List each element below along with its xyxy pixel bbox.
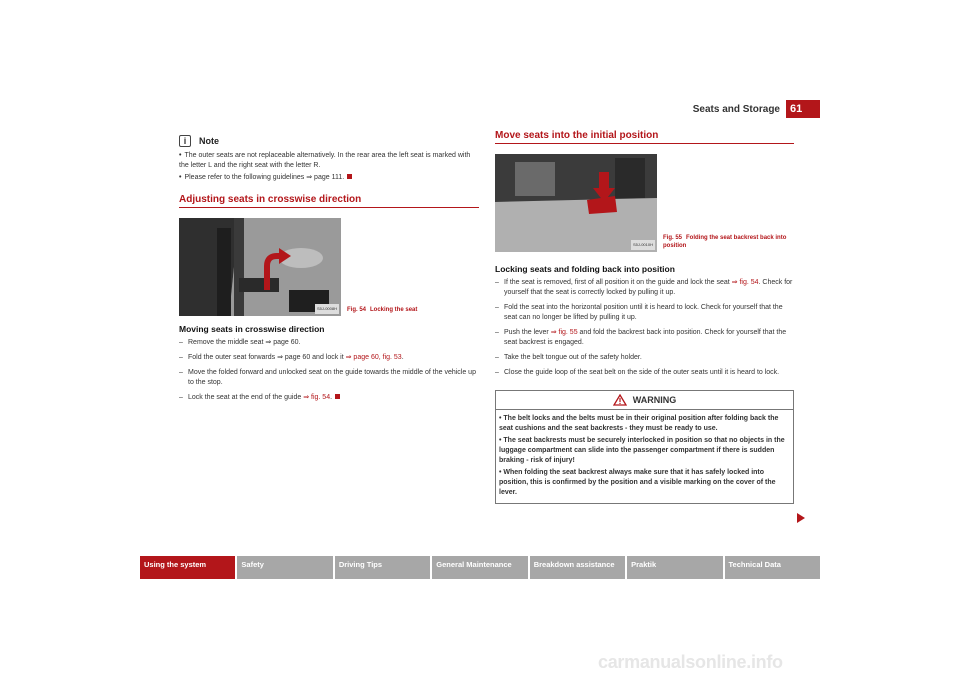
figure-55 xyxy=(495,154,794,252)
section-end-icon xyxy=(335,394,340,399)
section-title-initial-position: Move seats into the initial position xyxy=(495,131,794,144)
figure-caption: Fig. 55 Folding the seat backrest back into position xyxy=(663,235,787,249)
step-item: – Fold the outer seat forwards ⇒ page 60 and lock it ⇒ page 60, fig. 53. xyxy=(179,354,404,361)
page-header-title: Seats and Storage xyxy=(692,104,780,115)
step-item: – Lock the seat at the end of the guide ⇒ fig. 54. xyxy=(179,393,479,403)
note-header xyxy=(179,135,479,147)
seat-backrest-photo xyxy=(495,154,657,252)
cross-reference-link[interactable]: ⇒ fig. 54 xyxy=(731,279,759,286)
seat-lock-photo xyxy=(179,218,341,316)
figure-code: S5J-0008H xyxy=(315,304,339,314)
left-column xyxy=(179,135,479,408)
tab-driving-tips[interactable]: Driving Tips xyxy=(335,556,430,579)
info-icon: i xyxy=(179,135,191,147)
figure-caption: Fig. 54 Locking the seat xyxy=(347,307,418,313)
warning-item: • The seat backrests must be securely interlocked in position so that no objects in the luggage compartment can slide into the passenger compartment if there is sudden braking - risk of injury! xyxy=(499,437,785,464)
step-item: – If the seat is removed, first of all position it on the guide and lock the seat ⇒ fig. 54. Check for yourself that the seat is correctly locked by pulling it up. xyxy=(495,279,793,296)
subsection-title: Moving seats in crosswise direction xyxy=(179,324,325,334)
cross-reference-link[interactable]: ⇒ page 60, fig. 53 xyxy=(345,354,402,361)
subsection-title: Locking seats and folding back into position xyxy=(495,264,675,274)
bullet-icon: • xyxy=(499,415,504,422)
warning-item: • When folding the seat backrest always make sure that it has safely locked into position, this is confirmed by the position and a visible marking on the cover of the lever. xyxy=(499,469,776,496)
page-number: 61 xyxy=(786,100,820,118)
watermark-text: carmanualsonline.info xyxy=(598,652,783,672)
step-item: – Fold the seat into the horizontal position until it is heard to lock. Check for yourself that the seat can no longer be lifted by pulling it up. xyxy=(495,304,783,321)
warning-triangle-icon xyxy=(613,394,627,406)
step-item: – Take the belt tongue out of the safety holder. xyxy=(495,354,642,361)
tab-general-maintenance[interactable]: General Maintenance xyxy=(432,556,527,579)
right-column xyxy=(495,131,794,504)
step-item: – Move the folded forward and unlocked seat on the guide towards the middle of the vehicle up to the stop. xyxy=(179,369,476,386)
cross-reference-link[interactable]: ⇒ fig. 54 xyxy=(303,394,331,401)
bullet-icon: • xyxy=(179,174,182,181)
warning-item: • The belt locks and the belts must be in their original position after folding back the seat cushions and the seat backrests - they must be ready to use. xyxy=(499,415,779,432)
step-item: – Push the lever ⇒ fig. 55 and fold the backrest back into position. Check for yourself that the seat backrest is engaged. xyxy=(495,329,787,346)
next-page-arrow-icon[interactable] xyxy=(797,513,805,523)
step-item: – Close the guide loop of the seat belt on the side of the outer seats until it is heard to lock. xyxy=(495,369,780,376)
note-bullet: • Please refer to the following guidelines ⇒ page 111. xyxy=(179,173,479,183)
figure-54 xyxy=(179,218,479,316)
chapter-tab-bar xyxy=(140,556,820,579)
section-title-crosswise: Adjusting seats in crosswise direction xyxy=(179,195,479,208)
bullet-icon: • xyxy=(179,152,182,159)
tab-breakdown-assistance[interactable]: Breakdown assistance xyxy=(530,556,625,579)
tab-safety[interactable]: Safety xyxy=(237,556,332,579)
warning-header xyxy=(496,391,793,410)
note-bullet: • The outer seats are not replaceable alternatively. In the rear area the left seat is marked with the letter L and the right seat with the letter R. xyxy=(179,152,471,169)
tab-using-the-system[interactable]: Using the system xyxy=(140,556,235,579)
tab-praktik[interactable]: Praktik xyxy=(627,556,722,579)
note-title: Note xyxy=(199,136,219,146)
bullet-icon: • xyxy=(499,437,504,444)
tab-technical-data[interactable]: Technical Data xyxy=(725,556,820,579)
bullet-icon: • xyxy=(499,469,504,476)
warning-box xyxy=(495,390,794,504)
warning-title: WARNING xyxy=(632,395,677,405)
step-item: – Remove the middle seat ⇒ page 60. xyxy=(179,339,301,346)
section-end-icon xyxy=(347,174,352,179)
figure-code: S5J-0010H xyxy=(631,240,655,250)
cross-reference-link[interactable]: ⇒ fig. 55 xyxy=(550,329,578,336)
